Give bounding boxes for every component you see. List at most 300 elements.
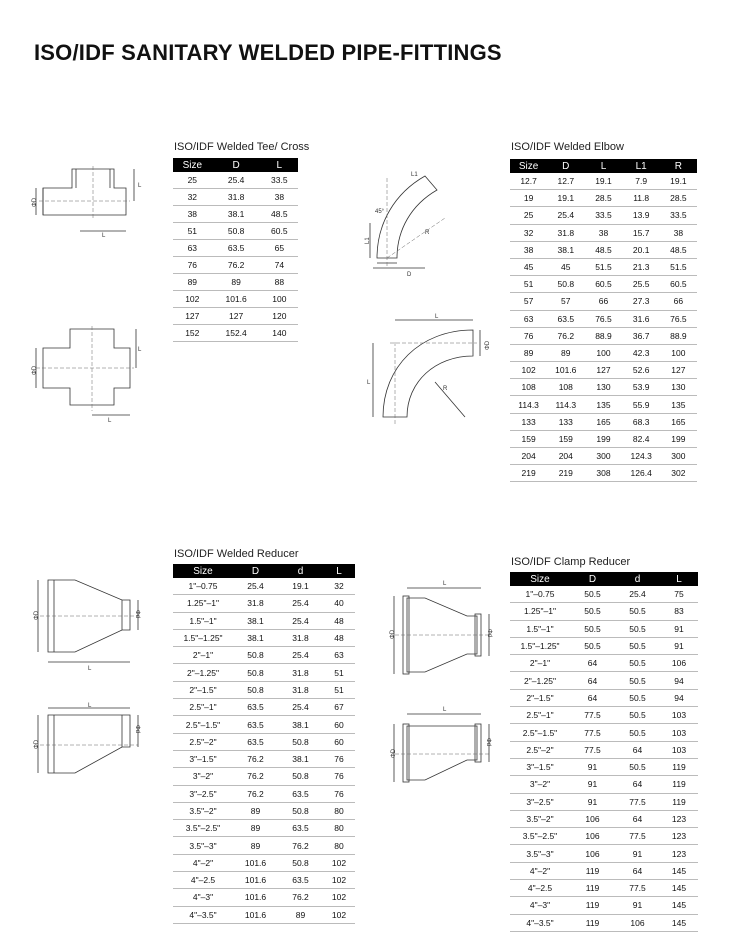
table-cell: 68.3: [623, 413, 660, 430]
table-cell: 89: [212, 274, 261, 291]
table-row: [510, 689, 698, 706]
table-cell: 101.6: [233, 872, 278, 889]
table-cell: 38.1: [212, 206, 261, 223]
table-cell: 27.3: [623, 293, 660, 310]
table-cell: 1"–0.75: [510, 586, 570, 603]
column-header: d: [615, 572, 660, 586]
table-row: [173, 872, 355, 889]
table-cell: 91: [570, 793, 615, 810]
table-cell: 76.2: [278, 837, 323, 854]
table-cell: 25.4: [278, 647, 323, 664]
table-cell: 219: [510, 465, 547, 482]
reducer-concentric-phi-small-d-label: Φd: [134, 610, 140, 619]
column-header: L: [261, 158, 298, 172]
table-cell: 12.7: [510, 173, 547, 190]
column-header: D: [212, 158, 261, 172]
table-cell: 82.4: [623, 430, 660, 447]
elbow-90-drawing: [365, 312, 495, 437]
table-cell: 50.8: [233, 664, 278, 681]
clamp-eccentric-l-label: L: [443, 707, 447, 713]
clamp-reducer-concentric-outline: [407, 598, 477, 672]
table-cell: 50.8: [278, 802, 323, 819]
clamp-reducer-eccentric-drawing: [385, 708, 505, 798]
table-row: [173, 750, 355, 767]
elbow-90-r-label: R: [443, 386, 448, 392]
table-row: [173, 223, 298, 240]
table-cell: 50.8: [278, 854, 323, 871]
table-cell: 2.5"–1.5": [510, 724, 570, 741]
table-cell: 103: [660, 724, 698, 741]
table-cell: 32: [323, 578, 355, 595]
table-cell: 25: [510, 207, 547, 224]
column-header: R: [660, 159, 697, 173]
table-cell: 25.4: [278, 699, 323, 716]
table-cell: 2.5"–2": [173, 733, 233, 750]
table-cell: 57: [510, 293, 547, 310]
table-cell: 76.2: [233, 750, 278, 767]
table-row: [173, 664, 355, 681]
table-cell: 21.3: [623, 258, 660, 275]
cross-drawing: [30, 325, 142, 425]
clamp-section-title: ISO/IDF Clamp Reducer: [511, 556, 631, 568]
table-cell: 119: [570, 914, 615, 931]
table-cell: 38: [261, 189, 298, 206]
table-cell: 3.5"–2": [510, 810, 570, 827]
table-cell: 204: [547, 448, 584, 465]
table-row: [510, 448, 697, 465]
table-cell: 120: [261, 308, 298, 325]
table-cell: 50.8: [547, 276, 584, 293]
table-cell: 25.4: [278, 612, 323, 629]
column-header: L: [584, 159, 622, 173]
table-cell: 32: [173, 189, 212, 206]
table-row: [173, 291, 298, 308]
table-cell: 76.2: [233, 785, 278, 802]
table-cell: 25.4: [547, 207, 584, 224]
elbow-90-phi-d-label: ΦD: [485, 340, 491, 350]
table-row: [510, 396, 697, 413]
table-row: [510, 293, 697, 310]
table-cell: 3"–1.5": [510, 758, 570, 775]
table-cell: 50.8: [278, 768, 323, 785]
table-cell: 77.5: [570, 741, 615, 758]
table-cell: 159: [510, 430, 547, 447]
table-cell: 19: [510, 190, 547, 207]
table-cell: 204: [510, 448, 547, 465]
table-cell: 25.4: [278, 595, 323, 612]
table-cell: 63.5: [278, 820, 323, 837]
table-row: [173, 189, 298, 206]
table-cell: 64: [570, 655, 615, 672]
table-cell: 38.1: [233, 629, 278, 646]
table-row: [510, 586, 698, 603]
table-cell: 67: [323, 699, 355, 716]
table-cell: 103: [660, 741, 698, 758]
table-row: [510, 241, 697, 258]
table-cell: 31.8: [278, 681, 323, 698]
column-header: L1: [623, 159, 660, 173]
reducer-dimension-table: [173, 564, 355, 924]
table-cell: 20.1: [623, 241, 660, 258]
table-header-row: [510, 159, 697, 173]
table-cell: 64: [615, 741, 660, 758]
table-cell: 3"–2.5": [173, 785, 233, 802]
table-cell: 48: [323, 612, 355, 629]
table-cell: 63.5: [233, 733, 278, 750]
table-row: [173, 578, 355, 595]
table-cell: 76.5: [660, 310, 697, 327]
table-cell: 89: [233, 802, 278, 819]
table-cell: 3.5"–2": [173, 802, 233, 819]
table-cell: 140: [261, 325, 298, 342]
table-cell: 51: [323, 664, 355, 681]
table-cell: 1.5"–1.25": [510, 637, 570, 654]
table-cell: 52.6: [623, 362, 660, 379]
table-cell: 145: [660, 897, 698, 914]
table-row: [173, 612, 355, 629]
elbow-90-l-side-label: L: [367, 380, 371, 386]
cross-l-bottom-label: L: [108, 418, 112, 424]
table-cell: 126.4: [623, 465, 660, 482]
table-cell: 123: [660, 810, 698, 827]
table-cell: 76.2: [278, 889, 323, 906]
tee-outline: [43, 169, 126, 215]
table-row: [510, 672, 698, 689]
table-cell: 48: [323, 629, 355, 646]
clamp-eccentric-phi-d-label: ΦD: [391, 748, 397, 758]
table-cell: 89: [233, 837, 278, 854]
elbow-45-r-label: R: [425, 230, 430, 236]
tee-phi-d-label: ΦD: [32, 197, 38, 207]
table-row: [173, 308, 298, 325]
table-row: [510, 880, 698, 897]
table-row: [173, 325, 298, 342]
table-cell: 51.5: [584, 258, 622, 275]
table-cell: 19.1: [660, 173, 697, 190]
table-cell: 1.25"–1": [173, 595, 233, 612]
table-cell: 64: [570, 689, 615, 706]
table-cell: 101.6: [212, 291, 261, 308]
table-cell: 50.5: [570, 586, 615, 603]
tee-l-label: L: [138, 183, 142, 189]
table-cell: 76.2: [547, 327, 584, 344]
table-cell: 38: [660, 224, 697, 241]
table-cell: 12.7: [547, 173, 584, 190]
table-cell: 2"–1.25": [510, 672, 570, 689]
column-header: D: [233, 564, 278, 578]
table-cell: 38.1: [547, 241, 584, 258]
table-cell: 119: [660, 776, 698, 793]
reducer-concentric-drawing: [30, 572, 150, 672]
table-cell: 2"–1.5": [173, 681, 233, 698]
table-cell: 50.5: [615, 620, 660, 637]
table-cell: 33.5: [584, 207, 622, 224]
table-cell: 145: [660, 880, 698, 897]
table-cell: 300: [660, 448, 697, 465]
table-cell: 65: [261, 240, 298, 257]
elbow-45-l1-label: L1: [365, 237, 371, 244]
table-cell: 219: [547, 465, 584, 482]
table-cell: 74: [261, 257, 298, 274]
table-cell: 302: [660, 465, 697, 482]
table-row: [510, 655, 698, 672]
table-cell: 50.5: [570, 620, 615, 637]
reducer-eccentric-outline: [48, 715, 130, 773]
table-cell: 1.5"–1": [173, 612, 233, 629]
elbow-90-l-label: L: [435, 314, 439, 320]
table-cell: 3.5"–2.5": [510, 828, 570, 845]
table-cell: 7.9: [623, 173, 660, 190]
clamp-concentric-phi-small-d-label: Φd: [486, 629, 492, 638]
table-cell: 31.8: [278, 664, 323, 681]
table-cell: 102: [173, 291, 212, 308]
table-cell: 2.5"–1": [510, 707, 570, 724]
table-cell: 36.7: [623, 327, 660, 344]
table-cell: 25: [173, 172, 212, 189]
table-cell: 60: [323, 733, 355, 750]
table-cell: 127: [173, 308, 212, 325]
table-cell: 3"–2": [510, 776, 570, 793]
column-header: Size: [510, 572, 570, 586]
table-cell: 127: [212, 308, 261, 325]
cross-phi-d-label: ΦD: [32, 365, 38, 375]
table-cell: 77.5: [615, 828, 660, 845]
table-row: [173, 206, 298, 223]
table-cell: 31.8: [547, 224, 584, 241]
table-cell: 100: [261, 291, 298, 308]
table-row: [510, 379, 697, 396]
table-cell: 63.5: [212, 240, 261, 257]
table-cell: 28.5: [660, 190, 697, 207]
table-cell: 31.8: [278, 629, 323, 646]
clamp-eccentric-phi-small-d-label: Φd: [485, 738, 491, 747]
table-cell: 32: [510, 224, 547, 241]
table-cell: 114.3: [547, 396, 584, 413]
table-cell: 119: [570, 880, 615, 897]
elbow-45-d-label: D: [407, 272, 412, 278]
table-cell: 100: [584, 344, 622, 361]
table-cell: 76: [323, 750, 355, 767]
table-cell: 77.5: [570, 724, 615, 741]
table-cell: 88.9: [660, 327, 697, 344]
table-cell: 50.8: [278, 733, 323, 750]
table-cell: 48.5: [261, 206, 298, 223]
table-cell: 25.4: [212, 172, 261, 189]
table-cell: 38: [173, 206, 212, 223]
table-row: [510, 741, 698, 758]
table-cell: 123: [660, 845, 698, 862]
page-title: ISO/IDF SANITARY WELDED PIPE-FITTINGS: [34, 40, 502, 65]
table-row: [173, 681, 355, 698]
table-cell: 102: [323, 906, 355, 923]
table-cell: 123: [660, 828, 698, 845]
table-row: [510, 776, 698, 793]
table-cell: 165: [584, 413, 622, 430]
table-cell: 50.5: [615, 672, 660, 689]
table-cell: 2"–1.5": [510, 689, 570, 706]
table-cell: 106: [615, 914, 660, 931]
table-cell: 89: [547, 344, 584, 361]
table-cell: 124.3: [623, 448, 660, 465]
table-cell: 88.9: [584, 327, 622, 344]
table-row: [173, 629, 355, 646]
table-cell: 19.1: [584, 173, 622, 190]
table-cell: 4"–2.5: [510, 880, 570, 897]
table-cell: 108: [547, 379, 584, 396]
table-cell: 119: [660, 793, 698, 810]
table-cell: 53.9: [623, 379, 660, 396]
table-cell: 1.5"–1": [510, 620, 570, 637]
table-cell: 63.5: [278, 785, 323, 802]
table-cell: 119: [660, 758, 698, 775]
table-row: [510, 620, 698, 637]
table-cell: 1.25"–1": [510, 603, 570, 620]
table-cell: 25.4: [615, 586, 660, 603]
table-row: [510, 190, 697, 207]
clamp-concentric-phi-d-label: ΦD: [390, 629, 396, 639]
table-cell: 91: [615, 845, 660, 862]
clamp-reducer-dimension-table: [510, 572, 698, 932]
table-row: [173, 768, 355, 785]
table-cell: 77.5: [615, 880, 660, 897]
reducer-eccentric-l-label: L: [88, 703, 92, 709]
table-cell: 76.2: [233, 768, 278, 785]
table-cell: 2.5"–1.5": [173, 716, 233, 733]
table-row: [510, 828, 698, 845]
elbow-45-outline: [377, 176, 437, 258]
table-cell: 3.5"–2.5": [173, 820, 233, 837]
table-cell: 114.3: [510, 396, 547, 413]
table-cell: 50.8: [233, 681, 278, 698]
tee-l-bottom-label: L: [102, 233, 106, 239]
table-cell: 50.5: [615, 707, 660, 724]
table-cell: 28.5: [584, 190, 622, 207]
elbow-dimension-table: [510, 159, 697, 482]
table-cell: 66: [660, 293, 697, 310]
table-row: [510, 758, 698, 775]
table-cell: 40: [323, 595, 355, 612]
column-header: L: [323, 564, 355, 578]
table-cell: 199: [584, 430, 622, 447]
table-cell: 100: [660, 344, 697, 361]
table-cell: 308: [584, 465, 622, 482]
table-cell: 135: [584, 396, 622, 413]
table-row: [510, 845, 698, 862]
table-row: [173, 716, 355, 733]
table-cell: 4"–3": [173, 889, 233, 906]
table-cell: 119: [570, 862, 615, 879]
table-cell: 76.2: [212, 257, 261, 274]
table-cell: 102: [510, 362, 547, 379]
table-cell: 25.5: [623, 276, 660, 293]
table-cell: 4"–3.5": [173, 906, 233, 923]
table-cell: 50.5: [570, 637, 615, 654]
table-cell: 63: [173, 240, 212, 257]
table-cell: 33.5: [261, 172, 298, 189]
table-cell: 119: [570, 897, 615, 914]
table-cell: 133: [547, 413, 584, 430]
table-cell: 145: [660, 914, 698, 931]
table-cell: 102: [323, 854, 355, 871]
table-cell: 38: [510, 241, 547, 258]
table-header-row: [173, 158, 298, 172]
table-cell: 13.9: [623, 207, 660, 224]
table-cell: 38.1: [233, 612, 278, 629]
column-header: L: [660, 572, 698, 586]
table-cell: 133: [510, 413, 547, 430]
table-cell: 50.5: [615, 689, 660, 706]
table-row: [510, 897, 698, 914]
table-cell: 4"–3.5": [510, 914, 570, 931]
table-cell: 108: [510, 379, 547, 396]
table-cell: 63.5: [233, 699, 278, 716]
table-cell: 1.5"–1.25": [173, 629, 233, 646]
table-cell: 300: [584, 448, 622, 465]
table-cell: 91: [615, 897, 660, 914]
table-cell: 106: [570, 845, 615, 862]
table-cell: 38.1: [278, 750, 323, 767]
table-cell: 3.5"–3": [510, 845, 570, 862]
table-cell: 76: [323, 768, 355, 785]
elbow-section-title: ISO/IDF Welded Elbow: [511, 141, 624, 153]
table-cell: 64: [615, 862, 660, 879]
table-cell: 19.1: [278, 578, 323, 595]
reducer-eccentric-phi-d-label: ΦD: [34, 739, 40, 749]
table-row: [510, 362, 697, 379]
table-cell: 130: [584, 379, 622, 396]
table-header-row: [510, 572, 698, 586]
table-cell: 127: [584, 362, 622, 379]
table-cell: 64: [615, 776, 660, 793]
elbow-45-angle-label: 45°: [375, 209, 385, 215]
table-header-row: [173, 564, 355, 578]
table-cell: 45: [547, 258, 584, 275]
table-cell: 4"–2": [510, 862, 570, 879]
table-cell: 51: [323, 681, 355, 698]
table-cell: 89: [510, 344, 547, 361]
table-row: [173, 802, 355, 819]
table-row: [510, 344, 697, 361]
table-cell: 1"–0.75: [173, 578, 233, 595]
table-cell: 60.5: [660, 276, 697, 293]
table-cell: 50.5: [615, 758, 660, 775]
clamp-reducer-concentric-drawing: [385, 580, 505, 690]
table-cell: 64: [570, 672, 615, 689]
table-cell: 50.5: [615, 637, 660, 654]
table-cell: 50.8: [233, 647, 278, 664]
table-cell: 63: [510, 310, 547, 327]
reducer-eccentric-phi-small-d-label: Φd: [134, 725, 140, 734]
table-cell: 106: [570, 810, 615, 827]
table-cell: 64: [615, 810, 660, 827]
table-row: [510, 810, 698, 827]
table-row: [510, 310, 697, 327]
table-cell: 91: [660, 637, 698, 654]
table-cell: 57: [547, 293, 584, 310]
table-row: [173, 595, 355, 612]
table-cell: 45: [510, 258, 547, 275]
column-header: Size: [173, 158, 212, 172]
table-row: [510, 413, 697, 430]
table-row: [173, 889, 355, 906]
table-cell: 106: [570, 828, 615, 845]
table-cell: 89: [233, 820, 278, 837]
table-cell: 63.5: [547, 310, 584, 327]
table-cell: 80: [323, 837, 355, 854]
elbow-45-drawing: [365, 168, 475, 283]
table-cell: 50.5: [615, 603, 660, 620]
table-cell: 127: [660, 362, 697, 379]
